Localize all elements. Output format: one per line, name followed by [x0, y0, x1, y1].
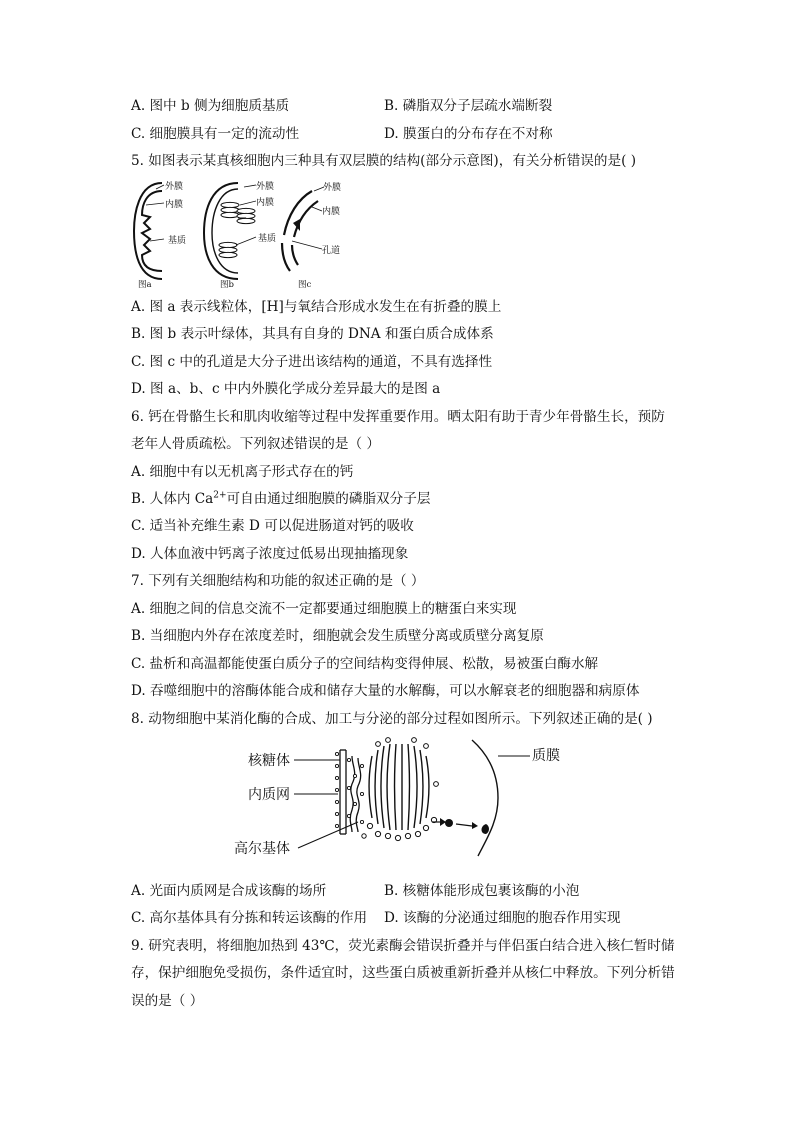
q7-option-c: C. 盐析和高温都能使蛋白质分子的空间结构变得伸展、松散，易被蛋白酶水解 [131, 656, 599, 672]
fig-b-inner-label: 内膜 [256, 198, 275, 208]
q4-option-a: A. 图中 b 侧为细胞质基质 [131, 98, 290, 114]
secretory-path [432, 818, 478, 829]
q6-option-a: A. 细胞中有以无机离子形式存在的钙 [131, 464, 354, 480]
q6-option-b: B. 人体内 $Ca^{2+}$可自由通过细胞膜的磷脂双分子层 [131, 490, 431, 507]
exocytosis-vesicle [482, 824, 490, 834]
golgi-label: 高尔基体 [234, 841, 290, 857]
fig-a-outer-label: 外膜 [165, 182, 184, 192]
fig-c-caption: 图c [298, 280, 312, 290]
q7-option-b: B. 当细胞内外存在浓度差时，细胞就会发生质壁分离或质壁分离复原 [131, 628, 544, 644]
fig-c-inner-label: 内膜 [322, 207, 341, 217]
q4-option-c: C. 细胞膜具有一定的流动性 [131, 126, 300, 142]
q9-stem-line2: 存，保护细胞免受损伤，条件适宜时，这些蛋白质被重新折叠并从核仁中释放。下列分析错 [131, 965, 675, 981]
fig-b-outer-label: 外膜 [256, 182, 275, 192]
q4-option-b: B. 磷脂双分子层疏水端断裂 [384, 98, 553, 114]
fig-b-caption: 图b [220, 280, 234, 290]
q5-option-b: B. 图 b 表示叶绿体，其具有自身的 DNA 和蛋白质合成体系 [131, 326, 494, 342]
chloroplast-diagram [204, 183, 238, 279]
rough-er-diagram [340, 750, 361, 834]
fig-c-pore-label: 孔道 [322, 246, 341, 256]
q8-option-b: B. 核糖体能形成包裹该酶的小泡 [384, 883, 580, 899]
mitochondrion-diagram [134, 183, 162, 279]
q9-stem-line3: 误的是（ ） [131, 993, 204, 1009]
q5-stem: 5. 如图表示某真核细胞内三种具有双层膜的结构(部分示意图)，有关分析错误的是( ) [131, 153, 637, 169]
q9-stem-line1: 9. 研究表明，将细胞加热到 43℃，荧光素酶会错误折叠并与伴侣蛋白结合进入核仁暂时储 [131, 938, 675, 954]
q7-stem: 7. 下列有关细胞结构和功能的叙述正确的是（ ） [131, 573, 425, 589]
q6-option-c: C. 适当补充维生素 D 可以促进肠道对钙的吸收 [131, 518, 414, 534]
golgi-stack-diagram [369, 744, 429, 830]
vesicles [362, 738, 439, 841]
q5-option-d: D. 图 a、b、c 中内外膜化学成分差异最大的是图 a [131, 381, 441, 397]
q8-option-a: A. 光面内质网是合成该酶的场所 [131, 883, 327, 899]
q8-option-d: D. 该酶的分泌通过细胞的胞吞作用实现 [384, 910, 621, 926]
superscript: 2+ [213, 490, 227, 501]
fig-a-matrix-label: 基质 [168, 236, 187, 246]
secretion-figure [228, 736, 568, 862]
fig-c-outer-label: 外膜 [323, 183, 342, 193]
q8-option-c: C. 高尔基体具有分拣和转运该酶的作用 [131, 910, 368, 926]
q7-option-a: A. 细胞之间的信息交流不一定都要通过细胞膜上的糖蛋白来实现 [131, 601, 517, 617]
q5-option-a: A. 图 a 表示线粒体，[H]与氧结合形成水发生在有折叠的膜上 [131, 299, 502, 315]
organelle-figure [126, 175, 366, 291]
fig-a-caption: 图a [138, 280, 152, 290]
plasma-membrane-label: 质膜 [532, 748, 560, 764]
q6-stem-line1: 6. 钙在骨骼生长和肌肉收缩等过程中发挥重要作用。晒太阳有助于青少年骨骼生长，预防 [131, 409, 665, 425]
fig-a-inner-label: 内膜 [165, 200, 184, 210]
ribosome-label: 核糖体 [248, 753, 290, 769]
q5-option-c: C. 图 c 中的孔道是大分子进出该结构的通道，不具有选择性 [131, 354, 493, 370]
q6-stem-line2: 老年人骨质疏松。下列叙述错误的是（ ） [131, 436, 381, 452]
q4-option-d: D. 膜蛋白的分布存在不对称 [384, 126, 553, 142]
q8-stem: 8. 动物细胞中某消化酶的合成、加工与分泌的部分过程如图所示。下列叙述正确的是( ) [131, 711, 653, 727]
er-label: 内质网 [248, 787, 290, 803]
q7-option-d: D. 吞噬细胞中的溶酶体能合成和储存大量的水解酶，可以水解衰老的细胞器和病原体 [131, 683, 640, 699]
fig-b-matrix-label: 基质 [258, 234, 277, 244]
plasma-membrane-curve [472, 740, 498, 856]
thylakoid-stacks [219, 202, 255, 257]
q6-option-d: D. 人体血液中钙离子浓度过低易出现抽搐现象 [131, 546, 409, 562]
